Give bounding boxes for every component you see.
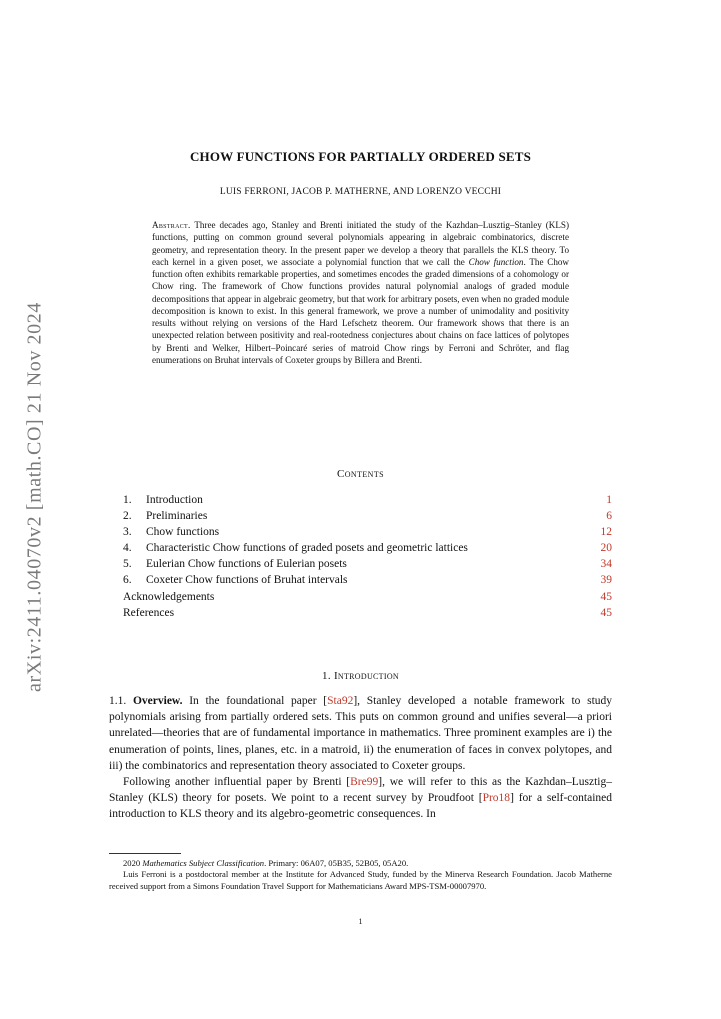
toc-page-link[interactable]: 12: [600, 526, 612, 539]
abstract-text-2: . The Chow function often exhibits remarkable properties, and sometimes encodes the graded dimensions of a cohomology or Chow ring. The framework of Chow functions provides natural polynomial analogs of graded module decompositions that appear in algebraic geometry, but that work for arbitrary posets, even when no graded module decomposition is known to exist. In this general framework, we prove a number of unimodality and positivity results without relying on versions of the Hard Lefschetz theorem. Our framework shows that there is an unexpected relation between positivity and real-rootedness conjectures about chains on face lattices of polytopes by Brenti and Welker, Hilbert–Poincaré series of matroid Chow rings by Ferroni and Schröter, and flag enumerations on Bruhat intervals of Coxeter groups by Billera and Brenti.: [152, 256, 569, 365]
toc-label: References: [123, 606, 175, 619]
table-of-contents: [123, 492, 612, 621]
arxiv-side-stamp: [18, 292, 52, 702]
body-text-run: Following another influential paper by Brenti [: [123, 776, 351, 789]
abstract-lead: Abstract.: [152, 220, 191, 230]
introduction-body: [109, 693, 612, 823]
citation-link[interactable]: Pro18: [482, 792, 511, 805]
toc-number: 6.: [123, 574, 132, 587]
toc-number: 4.: [123, 542, 132, 555]
toc-number: 2.: [123, 510, 132, 523]
toc-label: Characteristic Chow functions of graded posets and geometric lattices: [146, 542, 468, 555]
footnote-funding: Luis Ferroni is a postdoctoral member at the Institute for Advanced Study, funded by the Minerva Research Foundation. Jacob Matherne received support from a Simons Foundation Travel Support for Mathematicians Award MPS-TSM-00007970.: [109, 869, 612, 891]
toc-entry[interactable]: [123, 508, 612, 524]
toc-label: Coxeter Chow functions of Bruhat intervals: [146, 574, 348, 587]
toc-entry[interactable]: [123, 589, 612, 605]
section-heading-introduction: [0, 670, 721, 682]
toc-page-link[interactable]: 34: [600, 558, 612, 571]
body-text-run: ], we will refer to this as the Kazhdan–Lusztig–Stanley (KLS) theory for posets. We point to a recent survey by Proudfoot [: [109, 776, 612, 805]
section-number: 1.: [322, 670, 331, 682]
toc-number: 3.: [123, 526, 132, 539]
toc-label: Chow functions: [146, 526, 220, 539]
toc-entry[interactable]: [123, 605, 612, 621]
msc-year: 2020: [123, 858, 141, 868]
abstract: [152, 219, 569, 366]
body-text-run: ] for a self-contained introduction to KLS theory and its algebro-geometric consequences. In: [109, 792, 613, 821]
citation-link[interactable]: Bre99: [350, 776, 379, 789]
abstract-emphasis: Chow function: [468, 256, 524, 267]
toc-entry[interactable]: [123, 556, 612, 572]
body-text-run: In the foundational paper [: [189, 695, 328, 707]
subsection-number: 1.1.: [109, 695, 127, 707]
footnotes: [109, 858, 612, 892]
section-title: Introduction: [333, 670, 399, 682]
footnote-rule: [109, 853, 181, 854]
toc-page-link[interactable]: 20: [600, 542, 612, 555]
toc-page-link[interactable]: 6: [606, 510, 612, 523]
toc-entry[interactable]: [123, 572, 612, 588]
toc-number: 5.: [123, 558, 132, 571]
subsection-heading: Overview.: [132, 695, 183, 707]
paper-title: CHOW FUNCTIONS FOR PARTIALLY ORDERED SETS: [189, 149, 532, 164]
toc-label: Preliminaries: [146, 510, 208, 523]
toc-page-link[interactable]: 1: [606, 494, 612, 506]
arxiv-identifier: arXiv:2411.04070v2 [math.CO] 21 Nov 2024: [23, 302, 46, 692]
body-paragraph: [109, 774, 612, 823]
msc-codes: . Primary: 06A07, 05B35, 52B05, 05A20.: [264, 858, 409, 868]
toc-page-link[interactable]: 45: [600, 590, 612, 603]
toc-label: Eulerian Chow functions of Eulerian posets: [146, 558, 347, 571]
footnote-msc: [109, 858, 612, 869]
toc-number: 1.: [123, 494, 132, 506]
toc-label: Acknowledgements: [123, 590, 215, 603]
paper-authors: LUIS FERRONI, JACOB P. MATHERNE, AND LORENZO VECCHI: [219, 187, 502, 197]
toc-entry[interactable]: [123, 492, 612, 508]
msc-label: Mathematics Subject Classification: [142, 858, 265, 868]
citation-link[interactable]: Sta92: [327, 695, 354, 707]
toc-page-link[interactable]: 45: [600, 606, 612, 619]
page-number: 1: [358, 917, 363, 926]
toc-entry[interactable]: [123, 540, 612, 556]
toc-entry[interactable]: [123, 524, 612, 540]
toc-label: Introduction: [146, 494, 203, 506]
abstract-text-1: Three decades ago, Stanley and Brenti initiated the study of the Kazhdan–Lusztig–Stanley (KLS) functions, putting on common ground several polynomials appearing in algebraic combinatorics, discrete geometry, and representation theory. In the present paper we develop a theory that parallels the KLS theory. To each kernel in a given poset, we associate a polynomial function that we call the: [152, 220, 569, 267]
contents-heading: Contents: [337, 468, 384, 480]
overview-paragraph: [109, 693, 612, 774]
body-text-run: ], Stanley developed a notable framework to study polynomials arising from partially ordered sets. This puts on common ground and unifies several—a priori unrelated—theories that are of fundamental importance in mathematics. Three prominent examples are i) the enumeration of points, lines, planes, etc. in a matroid, ii) the enumeration of faces in convex polytopes, and iii) the combinatorics and representation theory associated to Coxeter groups.: [109, 695, 613, 772]
toc-page-link[interactable]: 39: [600, 574, 612, 587]
